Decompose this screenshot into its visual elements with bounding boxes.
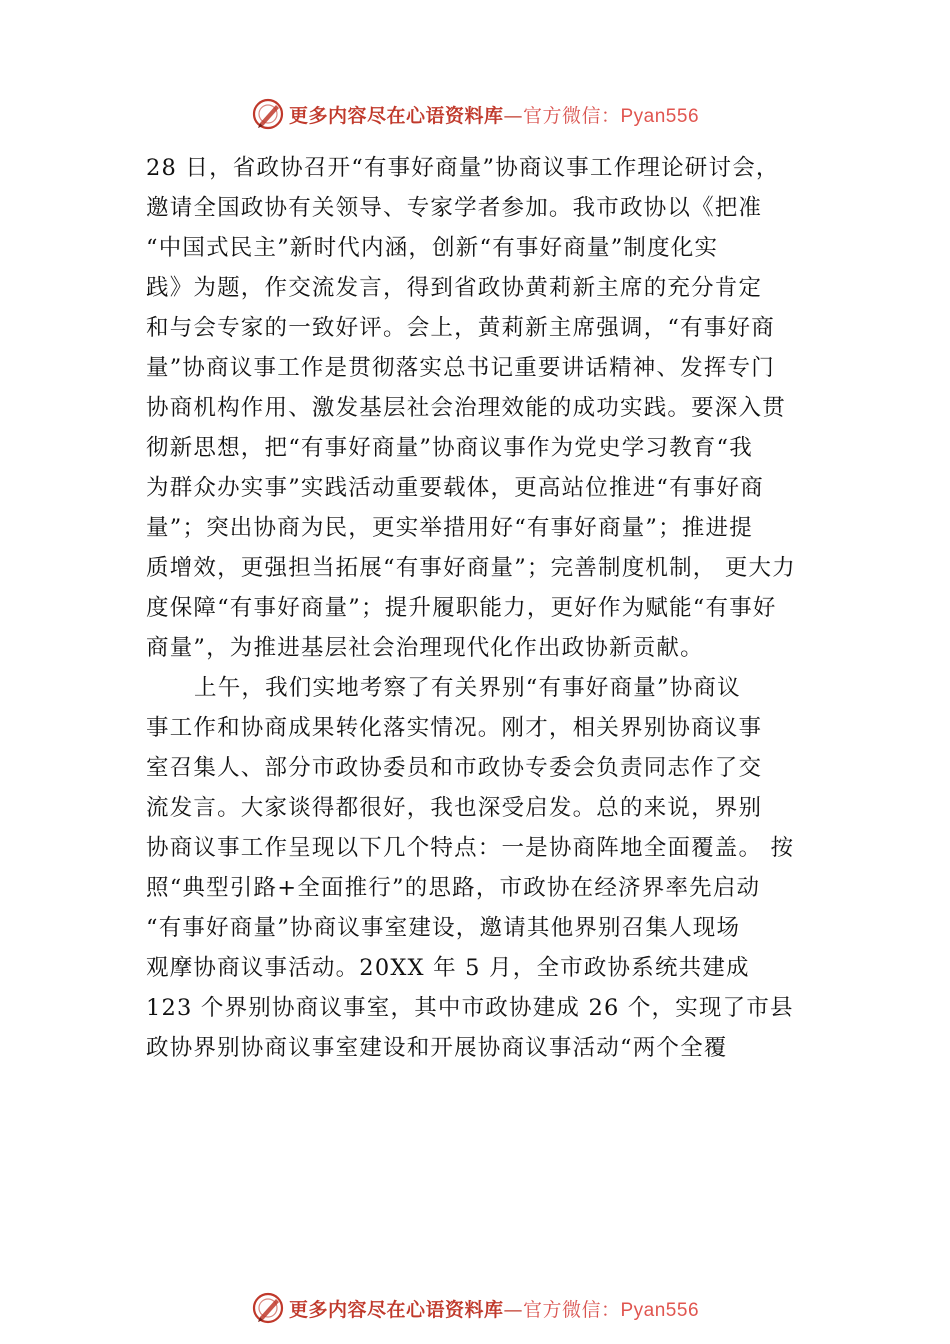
text-line: “中国式民主”新时代内涵，创新“有事好商量”制度化实: [146, 235, 719, 261]
footer-banner: [0, 1288, 950, 1328]
text-line: 邀请全国政协有关领导、专家学者参加。我市政协以《把准: [146, 195, 763, 221]
text-line: 123 个界别协商议事室，其中市政协建成 26 个，实现了市县: [146, 995, 794, 1021]
footer-banner-text: [289, 1295, 699, 1322]
text-line: 协商机构作用、激发基层社会治理效能的成功实践。要深入贯: [146, 395, 786, 421]
text-line: 度保障“有事好商量”；提升履职能力，更好作为赋能“有事好: [146, 595, 777, 621]
text-line: 彻新思想，把“有事好商量”协商议事作为党史学习教育“我: [146, 435, 753, 461]
text-line: 践》为题，作交流发言，得到省政协黄莉新主席的充分肯定: [146, 275, 763, 301]
header-banner: [0, 94, 950, 134]
text-line: 为群众办实事”实践活动重要载体，更高站位推进“有事好商: [146, 475, 764, 501]
pen-seal-logo-icon: [251, 1291, 285, 1325]
footer-brand: 更多内容尽在心语资料库: [288, 1298, 504, 1321]
text-line: 28 日，省政协召开“有事好商量”协商议事工作理论研讨会，: [146, 155, 780, 181]
text-line: 流发言。大家谈得都很好，我也深受启发。总的来说，界别: [146, 795, 763, 821]
text-line: 质增效，更强担当拓展“有事好商量”；完善制度机制， 更大力: [146, 555, 796, 581]
paragraph-start-line: 上午，我们实地考察了有关界别“有事好商量”协商议: [194, 675, 741, 701]
footer-wechat-id: Pyan556: [620, 1299, 700, 1321]
header-banner-text: [289, 101, 699, 128]
footer-separator: —: [503, 1298, 523, 1321]
text-line: 事工作和协商成果转化落实情况。刚才，相关界别协商议事: [146, 715, 763, 741]
text-line: 政协界别协商议事室建设和开展协商议事活动“两个全覆: [146, 1035, 728, 1061]
text-line: 量”；突出协商为民，更实举措用好“有事好商量”；推进提: [146, 515, 753, 541]
text-line: 和与会专家的一致好评。会上，黄莉新主席强调，“有事好商: [146, 315, 775, 341]
text-line: 照“典型引路+全面推行”的思路，市政协在经济界率先启动: [146, 875, 761, 901]
document-body: [146, 148, 826, 1068]
header-wechat-id: Pyan556: [620, 105, 700, 127]
text-line: 观摩协商议事活动。20XX 年 5 月，全市政协系统共建成: [146, 955, 750, 981]
text-line: 协商议事工作呈现以下几个特点：一是协商阵地全面覆盖。 按: [146, 835, 795, 861]
text-line: 室召集人、部分市政协委员和市政协专委会负责同志作了交: [146, 755, 763, 781]
header-wechat-label: 官方微信：: [522, 104, 621, 127]
header-separator: —: [503, 104, 523, 127]
pen-seal-logo-icon: [251, 97, 285, 131]
text-line: 量”协商议事工作是贯彻落实总书记重要讲话精神、发挥专门: [146, 355, 775, 381]
header-brand: 更多内容尽在心语资料库: [288, 104, 504, 127]
footer-wechat-label: 官方微信：: [522, 1298, 621, 1321]
text-line: “有事好商量”协商议事室建设，邀请其他界别召集人现场: [146, 915, 741, 941]
text-line: 商量”，为推进基层社会治理现代化作出政协新贡献。: [146, 635, 704, 661]
